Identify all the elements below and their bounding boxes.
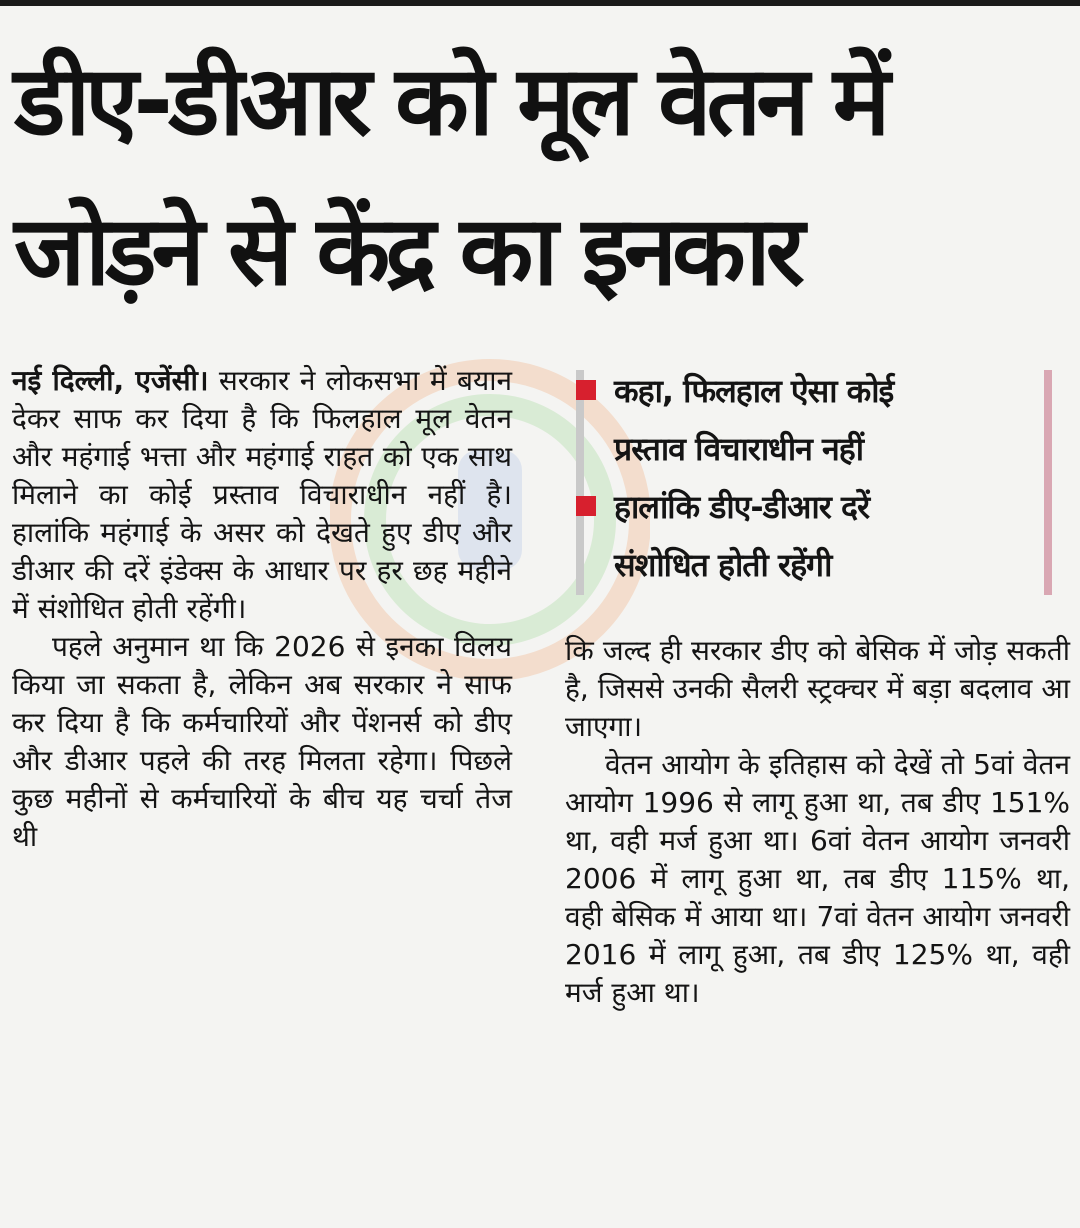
highlight-item — [614, 362, 1034, 478]
callout-left-bar — [576, 370, 584, 595]
dateline: नई दिल्ली, एजेंसी। — [12, 364, 209, 397]
highlight-line: प्रस्ताव विचाराधीन नहीं — [614, 430, 864, 468]
article-paragraph: कि जल्द ही सरकार डीए को बेसिक में जोड़ सकती है, जिससे उनकी सैलरी स्ट्रक्चर में बड़ा बदलाव आ जाएगा। — [565, 634, 1070, 743]
highlight-line: संशोधित होती रहेंगी — [614, 546, 832, 584]
article-text: सरकार ने लोकसभा में बयान देकर साफ कर दिया है कि फिलहाल मूल वेतन और महंगाई भत्ता और महंगाई राहत को एक साथ मिलाने का कोई प्रस्ताव विचाराधीन नहीं है। हालांकि महंगाई के असर को देखते हुए डीए और डीआर की दरें इंडेक्स के आधार पर हर छह महीने में संशोधित होती रहेंगी। — [12, 364, 512, 625]
top-rule — [0, 0, 1080, 6]
headline-line-1: डीए-डीआर को मूल वेतन में — [14, 45, 886, 157]
article-paragraph: वेतन आयोग के इतिहास को देखें तो 5वां वेतन आयोग 1996 से लागू हुआ था, तब डीए 151% था, वही मर्ज हुआ था। 6वां वेतन आयोग जनवरी 2006 में लागू हुआ था, तब डीए 115% था, वही बेसिक में आया था। 7वां वेतन आयोग जनवरी 2016 में लागू हुआ, तब डीए 125% था, वही मर्ज हुआ था। — [565, 748, 1070, 1009]
highlights-box — [576, 362, 1046, 602]
article-paragraph — [12, 362, 512, 628]
highlight-line: कहा, फिलहाल ऐसा कोई — [614, 372, 894, 410]
callout-right-bar — [1044, 370, 1052, 595]
article-paragraph: पहले अनुमान था कि 2026 से इनका विलय किया जा सकता है, लेकिन अब सरकार ने साफ कर दिया है कि कर्मचारियों और पेंशनर्स को डीए और डीआर पहले की तरह मिलता रहेगा। पिछले कुछ महीनों से कर्मचारियों के बीच यह चर्चा तेज थी — [12, 630, 512, 853]
article-column-left — [12, 362, 512, 856]
highlight-line: हालांकि डीए-डीआर दरें — [614, 488, 870, 526]
headline — [14, 26, 1064, 326]
article-column-right — [565, 632, 1070, 1012]
bullet-square-icon — [576, 380, 596, 400]
bullet-square-icon — [576, 496, 596, 516]
highlight-item — [614, 478, 1034, 594]
headline-line-2: जोड़ने से केंद्र का इनकार — [14, 195, 800, 307]
